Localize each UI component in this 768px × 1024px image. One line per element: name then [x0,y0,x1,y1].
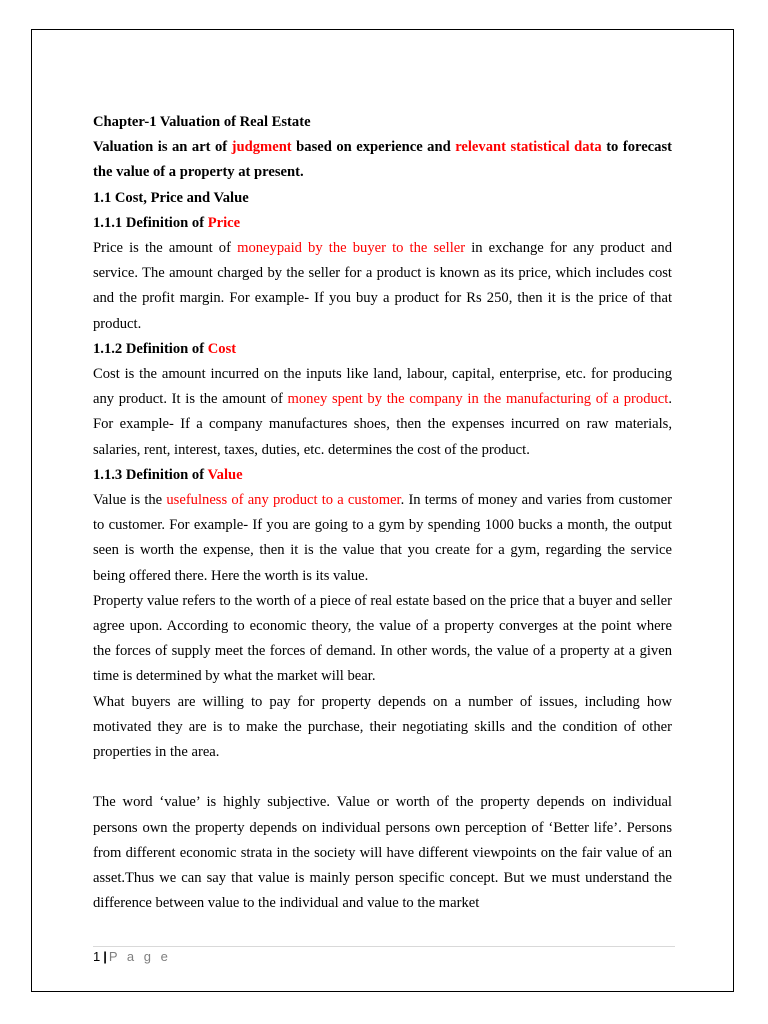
cost-heading-term: Cost [207,340,237,357]
value-heading-prefix: 1.1.3 Definition of [93,466,208,483]
intro-text-3: to forecast the value of a property at present. [93,139,672,181]
section-heading-1-1: 1.1 Cost, Price and Value [93,189,249,206]
value-heading-term: Value [207,466,243,483]
page-footer [93,948,171,966]
footer-rule [93,946,675,947]
value-text-1: Value is the [93,492,167,509]
value-paragraph [93,488,672,589]
cost-text-1: Cost is the amount incurred on the inputs like land, labour, capital, enterprise, etc. for producing any product. It is the amount of [93,366,672,408]
paragraph-gap [93,765,672,790]
footer-separator: | [103,949,107,964]
intro-text-2: based on experience and [291,139,456,156]
property-value-paragraph: Property value refers to the worth of a piece of real estate based on the price that a buyer and seller agree upon. According to economic theory, the value of a property converges at the point where the forces of supply meet the forces of demand. In other words, the value of a property at a given time is determined by what the market will bear. [93,592,672,685]
intro-highlight-judgment: judgment [231,139,292,156]
cost-heading-prefix: 1.1.2 Definition of [93,340,208,357]
chapter-title: Chapter-1 Valuation of Real Estate [93,114,311,130]
subjective-value-paragraph: The word ‘value’ is highly subjective. Value or worth of the property depends on individual persons own the property depends on individual persons own perception of ‘Better life’. Persons from different economic strata in the society will have different viewpoints on the fair value of an asset.Thus we can say that value is mainly person specific concept. But we must understand the difference between value to the individual and value to the market [93,794,672,912]
document-body [93,110,672,916]
intro-paragraph [93,135,672,185]
value-text-2: . In terms of money and varies from customer to customer. For example- If you are going to a gym by spending 1000 bucks a month, the output seen is worth the expense, then it is the value that you create for a gym, regarding the service being offered there. Here the worth is its value. [93,492,672,584]
page-label: P a g e [108,949,171,964]
price-text-2: in exchange for any product and service. The amount charged by the seller for a product is known as its price, which includes cost and the profit margin. For example- If you buy a product for Rs 250, then it is the price of that product. [93,240,673,332]
price-paragraph [93,236,672,337]
price-heading [93,211,672,236]
page-number: 1 [93,949,101,964]
price-highlight: moneypaid by the buyer to the seller [237,240,466,257]
cost-text-2: . For example- If a company manufactures shoes, then the expenses incurred on raw materials, salaries, rent, interest, taxes, duties, etc. determines the cost of the product. [93,391,672,458]
buyers-paragraph: What buyers are willing to pay for property depends on a number of issues, including how motivated they are is to make the purchase, their negotiating skills and the condition of other properties in the area. [93,693,672,761]
value-highlight: usefulness of any product to a customer [166,492,401,509]
price-heading-prefix: 1.1.1 Definition of [93,214,208,231]
price-text-1: Price is the amount of [93,240,238,257]
cost-highlight: money spent by the company in the manufacturing of a product [287,391,669,408]
price-heading-term: Price [207,214,241,231]
intro-text-1: Valuation is an art of [93,139,232,156]
cost-paragraph [93,362,672,463]
value-heading [93,463,672,488]
cost-heading [93,337,672,362]
intro-highlight-statistical-data: relevant statistical data [455,139,602,156]
